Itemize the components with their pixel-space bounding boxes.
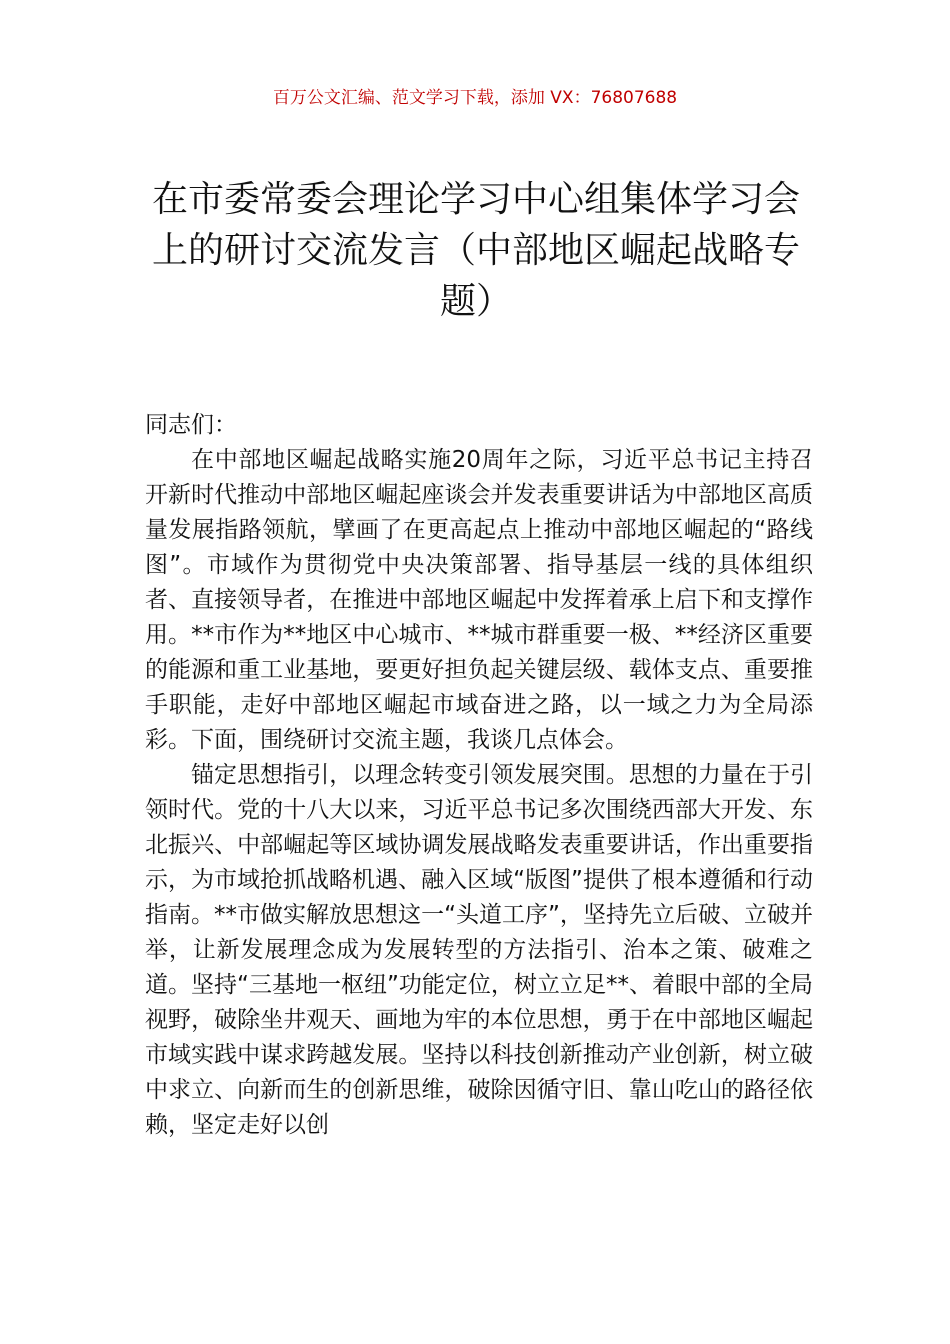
salutation: 同志们：: [145, 412, 237, 438]
document-title: 在市委常委会理论学习中心组集体学习会上的研讨交流发言（中部地区崛起战略专题）: [151, 179, 800, 322]
body-paragraph-1: 在中部地区崛起战略实施20周年之际，习近平总书记主持召开新时代推动中部地区崛起座谈会并发表重要讲话为中部地区高质量发展指路领航，擘画了在更高起点上推动中部地区崛起的“路线图”。市域作为贯彻党中央决策部署、指导基层一线的具体组织者、直接领导者，在推进中部地区崛起中发挥着承上启下和支撑作用。**市作为**地区中心城市、**城市群重要一极、**经济区重要的能源和重工业基地，要更好担负起关键层级、载体支点、重要推手职能，走好中部地区崛起市域奋进之路，以一域之力为全局添彩。下面，围绕研讨交流主题，我谈几点体会。: [145, 447, 813, 753]
body-paragraph-2: 锚定思想指引，以理念转变引领发展突围。思想的力量在于引领时代。党的十八大以来，习近平总书记多次围绕西部大开发、东北振兴、中部崛起等区域协调发展战略发表重要讲话，作出重要指示，为市域抢抓战略机遇、融入区域“版图”提供了根本遵循和行动指南。**市做实解放思想这一“头道工序”，坚持先立后破、立破并举，让新发展理念成为发展转型的方法指引、治本之策、破难之道。坚持“三基地一枢纽”功能定位，树立立足**、着眼中部的全局视野，破除坐井观天、画地为牢的本位思想，勇于在中部地区崛起市域实践中谋求跨越发展。坚持以科技创新推动产业创新，树立破中求立、向新而生的创新思维，破除因循守旧、靠山吃山的路径依赖，坚定走好以创: [145, 762, 813, 1138]
download-notice: 百万公文汇编、范文学习下载，添加 VX：76807688: [272, 88, 678, 108]
document-body: [145, 408, 813, 1143]
